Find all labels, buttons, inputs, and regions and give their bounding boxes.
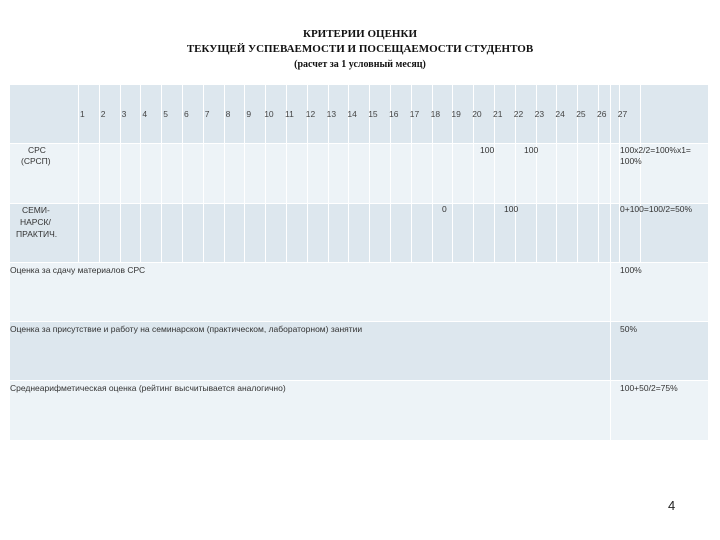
column-divider — [140, 85, 141, 262]
column-number: 20 — [472, 109, 482, 119]
summary-result: 50% — [620, 324, 638, 334]
column-number: 13 — [326, 109, 337, 119]
row-result: 0+100=100/2=50% — [620, 204, 693, 214]
column-number: 16 — [389, 109, 399, 119]
summary-result: 100+50/2=75% — [620, 383, 678, 393]
column-divider — [640, 85, 641, 262]
column-number: 24 — [555, 109, 565, 119]
row-divider — [10, 203, 708, 204]
column-number: 7 — [204, 109, 210, 119]
summary-result: 100% — [620, 265, 642, 275]
column-number: 12 — [305, 109, 316, 119]
row-label-srsp: (СРСП) — [21, 156, 51, 166]
row-divider — [10, 262, 708, 263]
column-number: 22 — [513, 109, 524, 119]
row-divider — [10, 380, 708, 381]
column-number: 15 — [368, 109, 378, 119]
row-result: 100% — [620, 156, 642, 166]
column-number: 9 — [246, 109, 252, 119]
row-divider — [10, 321, 708, 322]
column-divider — [224, 85, 225, 262]
summary-label: Среднеарифметическая оценка (рейтинг высчитывается аналогично) — [10, 383, 286, 393]
header-note: (расчет за 1 условный месяц) — [294, 59, 426, 70]
cell-value: 100 — [480, 145, 495, 155]
row-label-seminar: СЕМИ- — [22, 205, 50, 215]
column-number: 10 — [264, 109, 274, 119]
column-divider — [182, 85, 183, 262]
column-divider — [99, 85, 100, 262]
column-number: 1 — [80, 109, 85, 119]
column-number: 4 — [142, 109, 148, 119]
column-divider — [78, 85, 79, 262]
column-number: 3 — [121, 109, 127, 119]
column-divider — [120, 85, 121, 262]
table-row — [10, 143, 708, 203]
column-number: 8 — [225, 109, 231, 119]
table-row — [10, 203, 708, 262]
column-number: 27 — [617, 109, 628, 119]
column-divider — [203, 85, 204, 262]
column-number: 14 — [347, 109, 357, 119]
cell-value: 100 — [524, 145, 539, 155]
column-number: 11 — [285, 109, 294, 119]
summary-label: Оценка за присутствие и работу на семинарском (практическом, лабораторном) занятии — [10, 324, 363, 334]
column-number: 17 — [409, 109, 420, 119]
column-number: 25 — [576, 109, 586, 119]
row-label-srs: СРС — [28, 145, 46, 155]
column-number: 21 — [493, 109, 503, 119]
row-result: 100х2/2=100%х1= — [620, 145, 691, 155]
row-label-seminar: НАРСК/ — [20, 217, 51, 227]
header-subtitle: ТЕКУЩЕЙ УСПЕВАЕМОСТИ И ПОСЕЩАЕМОСТИ СТУДЕНТОВ — [186, 43, 534, 55]
column-number: 18 — [430, 109, 441, 119]
column-number: 23 — [534, 109, 545, 119]
row-divider — [10, 143, 708, 144]
column-number: 5 — [163, 109, 168, 119]
column-number: 2 — [100, 109, 106, 119]
header-title: КРИТЕРИИ ОЦЕНКИ — [302, 28, 418, 40]
summary-label: Оценка за сдачу материалов СРС — [10, 265, 146, 275]
row-label-seminar: ПРАКТИЧ. — [16, 229, 58, 239]
column-number: 6 — [184, 109, 189, 119]
result-column-divider — [610, 85, 611, 440]
column-divider — [161, 85, 162, 262]
cell-value: 0 — [442, 204, 447, 214]
column-number: 26 — [597, 109, 607, 119]
column-divider — [244, 85, 245, 262]
column-number: 19 — [451, 109, 461, 119]
criteria-table — [10, 85, 708, 440]
cell-value: 100 — [504, 204, 519, 214]
page-number: 4 — [668, 498, 676, 513]
